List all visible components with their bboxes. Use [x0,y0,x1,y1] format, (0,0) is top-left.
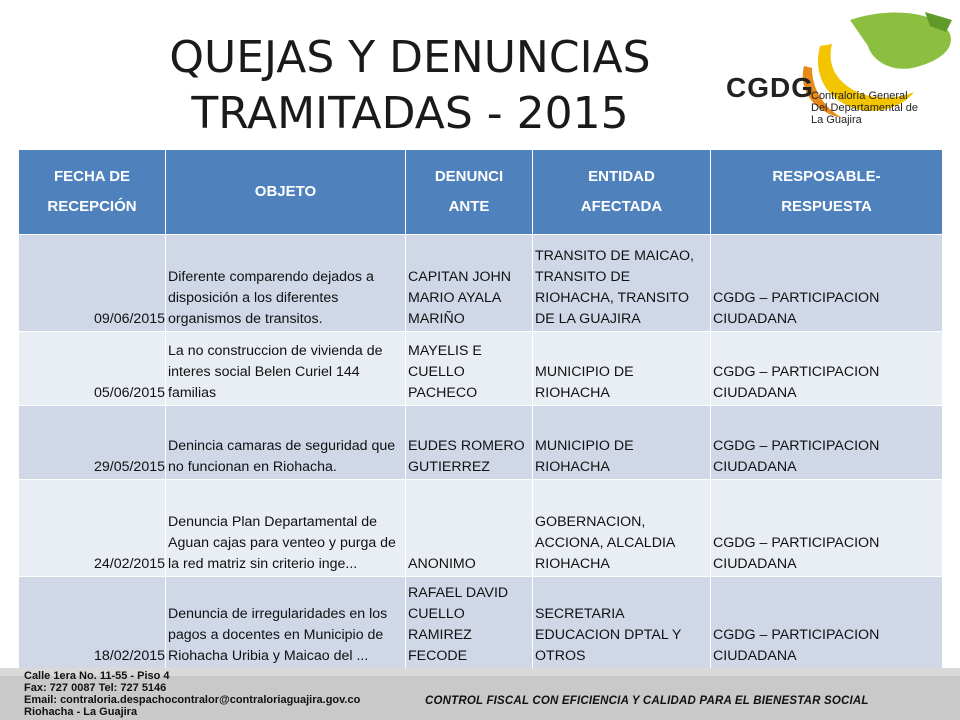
table-header-row [19,150,943,235]
cell-responsable: CGDG – PARTICIPACION CIUDADANA [711,577,943,669]
cell-denunciante: EUDES ROMERO GUTIERREZ [406,406,533,480]
cell-responsable: CGDG – PARTICIPACION CIUDADANA [711,480,943,577]
cell-denunciante: CAPITAN JOHN MARIO AYALA MARIÑO [406,235,533,332]
cell-responsable: CGDG – PARTICIPACION CIUDADANA [711,332,943,406]
cgdg-logo [700,4,958,136]
footer-address [24,670,360,718]
cell-objeto: Denuncia Plan Departamental de Aguan cajas para venteo y purga de la red matriz sin criterio inge... [166,480,406,577]
cell-fecha: 24/02/2015 [19,480,166,577]
cell-fecha: 29/05/2015 [19,406,166,480]
cell-entidad: MUNICIPIO DE RIOHACHA [533,332,711,406]
cell-responsable: CGDG – PARTICIPACION CIUDADANA [711,235,943,332]
cell-objeto: La no construccion de vivienda de interes social Belen Curiel 144 familias [166,332,406,406]
table-row [19,406,943,480]
table-row [19,332,943,406]
header-responsable: RESPOSABLE- RESPUESTA [711,150,943,235]
footer-slogan: CONTROL FISCAL CON EFICIENCIA Y CALIDAD PARA EL BIENESTAR SOCIAL [425,695,869,707]
cell-responsable: CGDG – PARTICIPACION CIUDADANA [711,406,943,480]
title-line-2: TRAMITADAS - 2015 [191,88,629,139]
address-line: Fax: 727 0087 Tel: 727 5146 [24,682,167,694]
cell-entidad: MUNICIPIO DE RIOHACHA [533,406,711,480]
address-line: Calle 1era No. 11-55 - Piso 4 [24,670,170,682]
header-objeto: OBJETO [166,150,406,235]
address-line: Email: contraloria.despachocontralor@contraloriaguajira.gov.co [24,694,361,706]
cell-objeto: Denuncia de irregularidades en los pagos a docentes en Municipio de Riohacha Uribia y Maicao del ... [166,577,406,669]
logo-name-line: Del Departamental de [811,102,919,114]
cell-entidad: SECRETARIA EDUCACION DPTAL Y OTROS [533,577,711,669]
cell-objeto: Denincia camaras de seguridad que no funcionan en Riohacha. [166,406,406,480]
slide-title [140,30,680,142]
table-row [19,577,943,669]
header-fecha: FECHA DE RECEPCIÓN [19,150,166,235]
footer [0,668,960,720]
cell-denunciante: ANONIMO [406,480,533,577]
logo-name-line: Contraloría General [811,90,908,102]
logo-name [811,90,918,126]
complaints-table [18,149,943,669]
logo-abbr: CGDG [726,72,814,103]
cell-entidad: GOBERNACION, ACCIONA, ALCALDIA RIOHACHA [533,480,711,577]
title-line-1: QUEJAS Y DENUNCIAS [169,32,651,83]
cell-entidad: TRANSITO DE MAICAO, TRANSITO DE RIOHACHA, TRANSITO DE LA GUAJIRA [533,235,711,332]
table-row [19,235,943,332]
header-denunciante: DENUNCI ANTE [406,150,533,235]
cell-denunciante: MAYELIS E CUELLO PACHECO [406,332,533,406]
cell-fecha: 18/02/2015 [19,577,166,669]
address-line: Riohacha - La Guajira [24,706,138,718]
cell-fecha: 09/06/2015 [19,235,166,332]
table-row [19,480,943,577]
cell-objeto: Diferente comparendo dejados a disposición a los diferentes organismos de transitos. [166,235,406,332]
cell-fecha: 05/06/2015 [19,332,166,406]
header-entidad: ENTIDAD AFECTADA [533,150,711,235]
logo-name-line: La Guajira [811,114,862,126]
cell-denunciante: RAFAEL DAVID CUELLO RAMIREZ FECODE [406,577,533,669]
